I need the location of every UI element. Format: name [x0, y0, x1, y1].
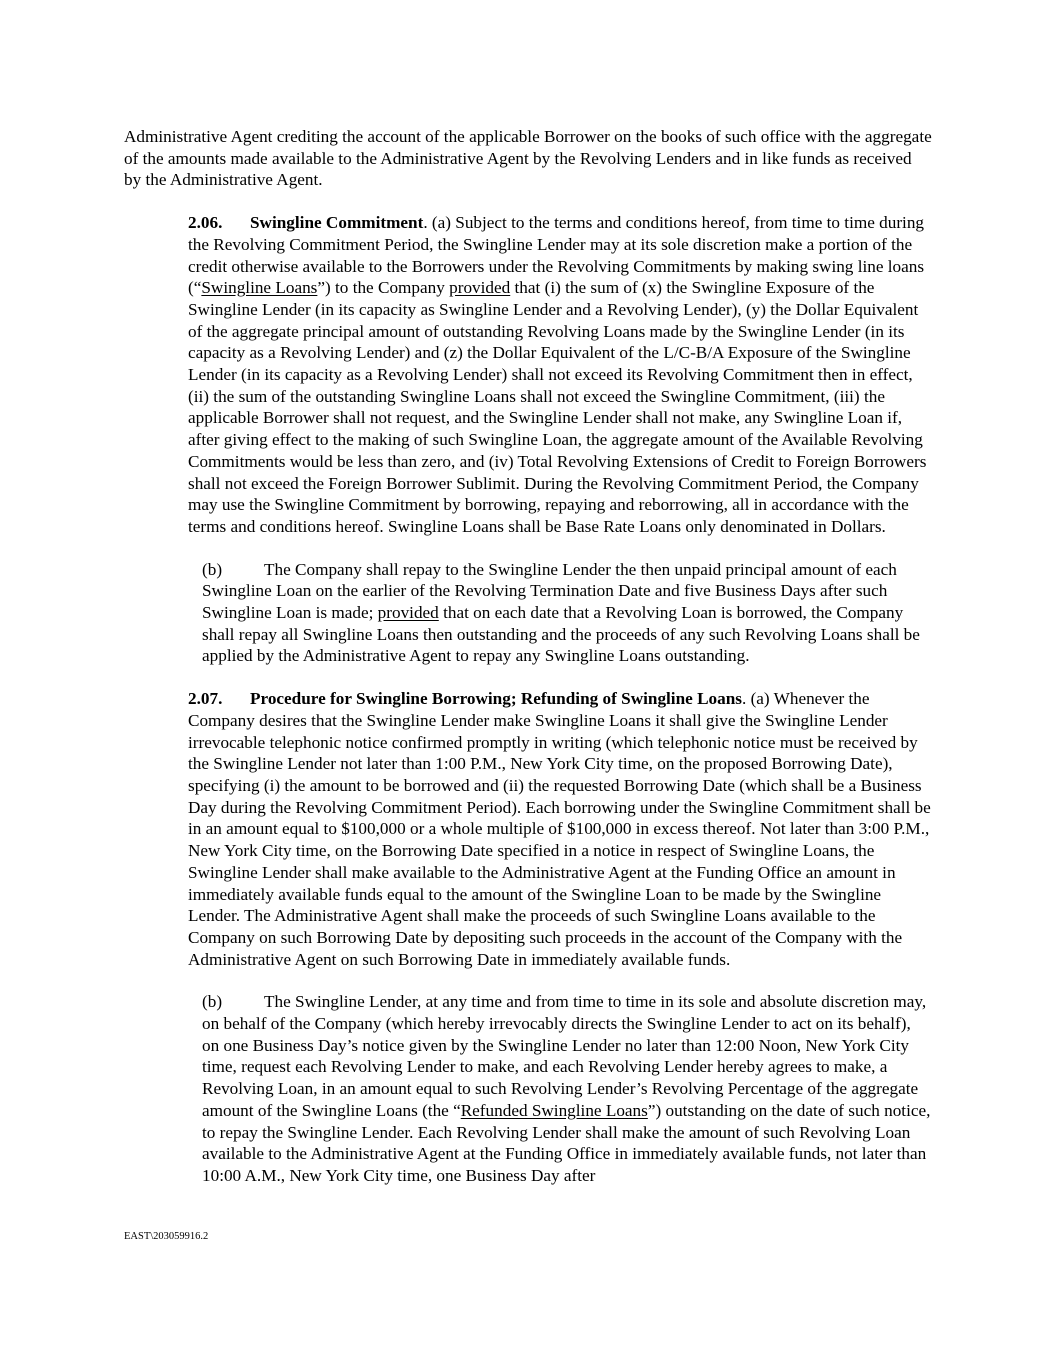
section-2-07-b-paragraph [140, 991, 932, 1186]
section-number: 2.06. [188, 213, 223, 233]
continuation-paragraph [124, 126, 932, 191]
section-text: that (i) the sum of (x) the Swingline Exposure of the Swingline Lender (in its capacity as Swingline Lender and a Revolving Lender), (y) the Dollar Equivalent of the aggregate principal amount of outstanding Revolving Loans made by the Swingline Lender (in its capacity as a Revolving Lender) and (z) the Dollar Equivalent of the L/C-B/A Exposure of the Swingline Lender (in its capacity as a Revolving Lender) shall not exceed its Revolving Commitment then in effect, (ii) the sum of the outstanding Swingline Loans shall not exceed the Swingline Commitment, (iii) the applicable Borrower shall not request, and the Swingline Lender shall not make, any Swingline Loan if, after giving effect to the making of such Swingline Loan, the aggregate amount of the Available Revolving Commitments would be less than zero, and (iv) Total Revolving Extensions of Credit to Foreign Borrowers shall not exceed the Foreign Borrower Sublimit. During the Revolving Commitment Period, the Company may use the Swingline Commitment by borrowing, repaying and reborrowing, all in accordance with the terms and conditions hereof. Swingline Loans shall be Base Rate Loans only denominated in Dollars. [188, 278, 927, 536]
subsection-text: that on each date that a Revolving Loan is borrowed, the Company shall repay all Swingline Loans then outstanding and the proceeds of any such Revolving Loans shall be applied by the Administrative Agent to repay any Swingline Loans outstanding. [202, 603, 920, 666]
subsection-label: (b) [202, 992, 223, 1012]
section-2-06-paragraph [124, 212, 932, 538]
document-id-footer: EAST\203059916.2 [124, 1231, 209, 1242]
section-text: . (a) Subject to the terms and conditions hereof, from time to time during the Revolving Commitment Period, the Swingline Lender may at its sole discretion make a portion of the credit otherwise available to the Borrowers under the Revolving Commitments by making swing line loans (“ [188, 213, 925, 298]
defined-term: Refunded Swingline Loans [460, 1100, 648, 1120]
section-title: Procedure for Swingline Borrowing; Refunding of Swingline Loans [250, 689, 742, 709]
section-number: 2.07. [188, 689, 223, 709]
subsection-text: ”) outstanding on the date of such notice, to repay the Swingline Lender. Each Revolving Lender shall make the amount of such Revolving Loan available to the Administrative Agent at the Funding Office in immediately available funds, not later than 10:00 A.M., New York City time, one Business Day after [202, 1100, 931, 1185]
subsection-label: (b) [202, 559, 223, 579]
section-2-06-b-paragraph [140, 559, 932, 668]
section-2-07-paragraph [124, 688, 932, 970]
subsection-text: The Company shall repay to the Swingline Lender the then unpaid principal amount of each Swingline Loan on the earlier of the Revolving Termination Date and five Business Days after such Swingline Loan is made; [202, 559, 897, 623]
provided-term: provided [377, 603, 439, 623]
subsection-text: The Swingline Lender, at any time and from time to time in its sole and absolute discretion may, on behalf of the Company (which hereby irrevocably directs the Swingline Lender to act on its behalf), on one Business Day’s notice given by the Swingline Lender no later than 12:00 Noon, New York City time, request each Revolving Lender to make, and each Revolving Lender hereby agrees to make, a Revolving Loan, in an amount equal to such Revolving Lender’s Revolving Percentage of the aggregate amount of the Swingline Loans (the “ [202, 992, 927, 1120]
document-page [124, 126, 932, 1208]
section-text: . (a) Whenever the Company desires that the Swingline Lender make Swingline Loans it shall give the Swingline Lender irrevocable telephonic notice confirmed promptly in writing (which telephonic notice must be received by the Swingline Lender not later than 1:00 P.M., New York City time, on the proposed Borrowing Date), specifying (i) the amount to be borrowed and (ii) the requested Borrowing Date (which shall be a Business Day during the Revolving Commitment Period). Each borrowing under the Swingline Commitment shall be in an amount equal to $100,000 or a whole multiple of $100,000 in excess thereof. Not later than 3:00 P.M., New York City time, on the Borrowing Date specified in a notice in respect of Swingline Loans, the Swingline Lender shall make available to the Administrative Agent at the Funding Office an amount in immediately available funds equal to the amount of the Swingline Loan to be made by the Swingline Lender. The Administrative Agent shall make the proceeds of such Swingline Loans available to the Company on such Borrowing Date by depositing such proceeds in the account of the Company with the Administrative Agent on such Borrowing Date in immediately available funds. [188, 689, 931, 969]
defined-term: Swingline Loans [201, 278, 318, 298]
section-title: Swingline Commitment [250, 213, 424, 233]
provided-term: provided [449, 278, 511, 298]
continuation-text: Administrative Agent crediting the account of the applicable Borrower on the books of such office with the aggregate of the amounts made available to the Administrative Agent by the Revolving Lenders and in like funds as received by the Administrative Agent. [124, 127, 932, 190]
section-text: ”) to the Company [317, 278, 450, 298]
